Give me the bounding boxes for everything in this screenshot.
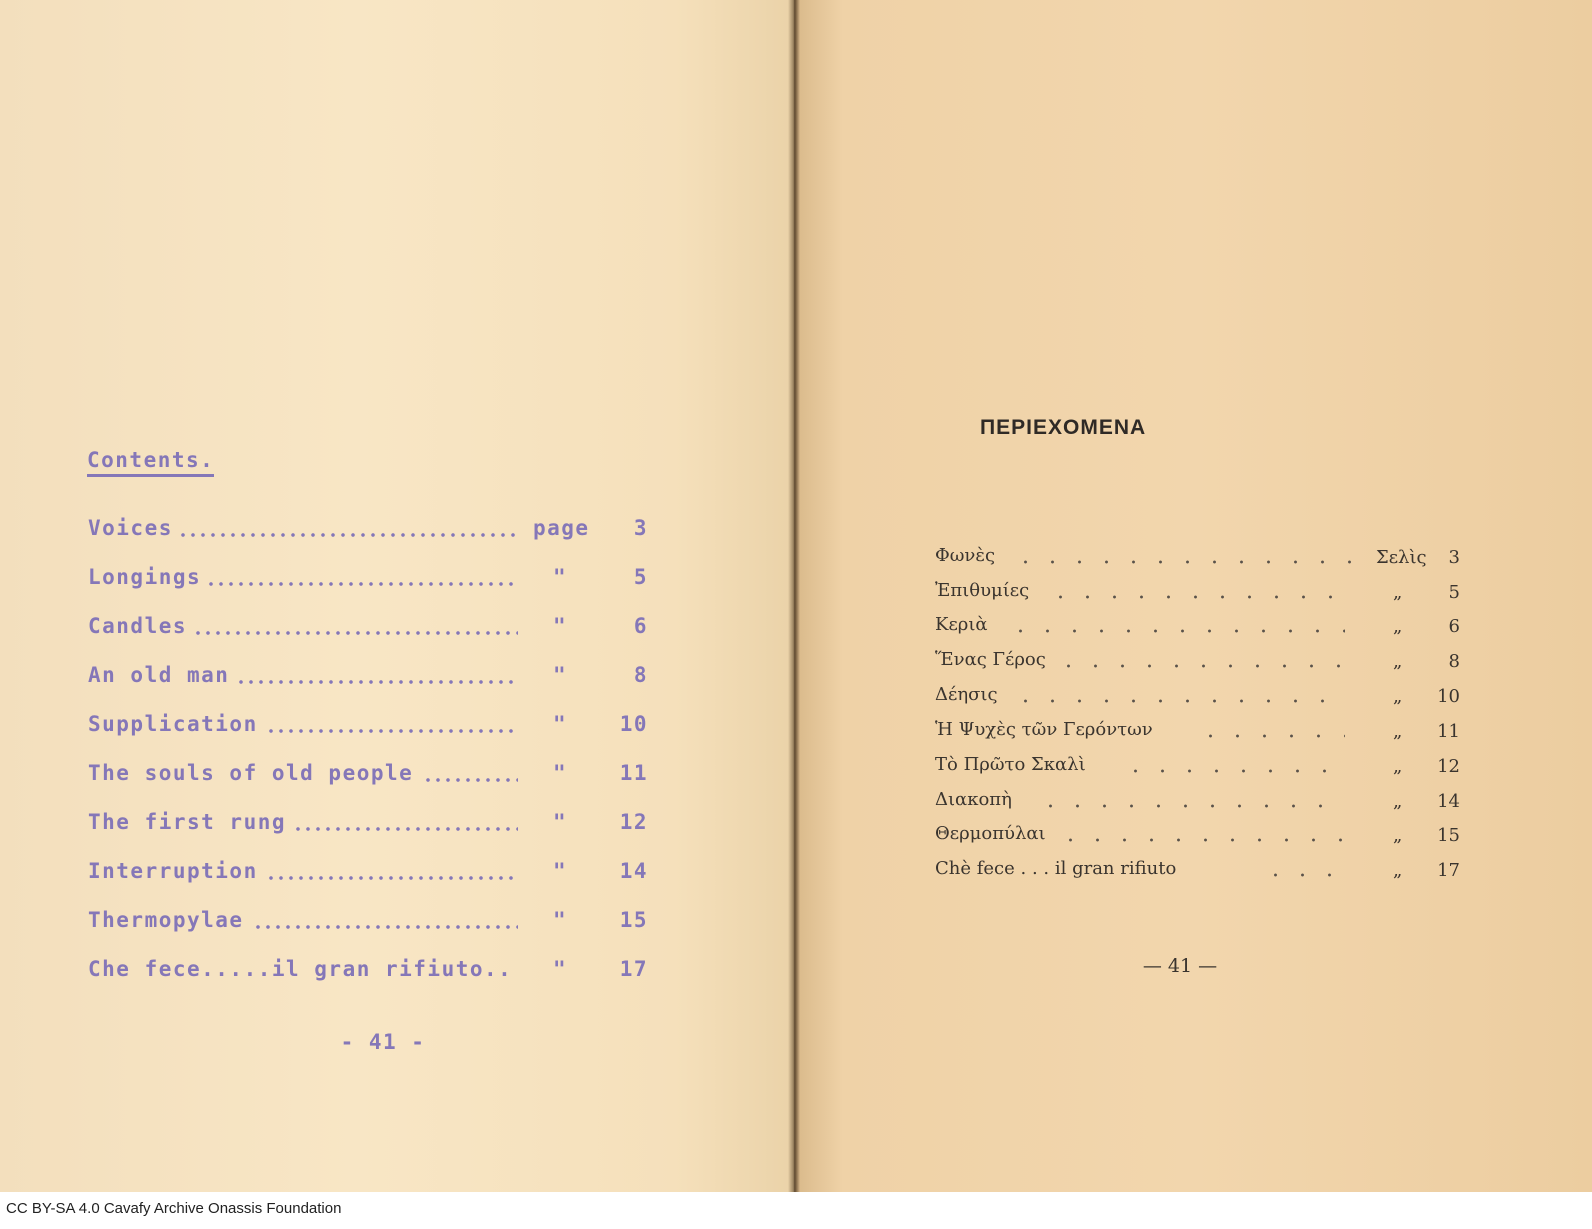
entry-page-number: 3 — [633, 516, 648, 540]
entry-title: Ἕνας Γέρος — [935, 649, 1046, 670]
left-contents-row — [88, 810, 648, 840]
entry-page-number: 17 — [1437, 860, 1460, 881]
dot-leader — [236, 679, 518, 685]
entry-title: Interruption — [88, 859, 258, 883]
entry-page-number: 15 — [1437, 825, 1460, 846]
right-contents-row — [935, 649, 1460, 679]
entry-page-number: 8 — [633, 663, 648, 687]
entry-page-label: " — [553, 712, 568, 736]
entry-page-label: „ — [1393, 616, 1403, 637]
entry-title: Δέησις — [935, 684, 998, 705]
entry-page-label: " — [553, 859, 568, 883]
entry-page-number: 5 — [633, 565, 648, 589]
entry-title: Supplication — [88, 712, 258, 736]
entry-title: The souls of old people — [88, 761, 414, 785]
entry-page-number: 17 — [619, 957, 648, 981]
dot-leader — [1057, 837, 1345, 843]
right-contents-row — [935, 754, 1460, 784]
entry-page-number: 3 — [1448, 547, 1460, 568]
dot-leader — [1012, 559, 1365, 565]
entry-page-number: 6 — [1448, 616, 1460, 637]
left-contents-row — [88, 761, 648, 791]
left-contents-row — [88, 712, 648, 742]
left-contents-row — [88, 908, 648, 938]
entry-page-label: page — [533, 516, 590, 540]
entry-title: Τὸ Πρῶτο Σκαλὶ — [935, 754, 1086, 775]
dot-leader — [1047, 594, 1345, 600]
entry-page-label: „ — [1393, 825, 1403, 846]
entry-page-label: " — [553, 908, 568, 932]
entry-title: Κεριὰ — [935, 614, 988, 635]
entry-title: Candles — [88, 614, 188, 638]
entry-page-label: " — [553, 663, 568, 687]
dot-leader — [1262, 872, 1345, 878]
entry-page-number: 15 — [619, 908, 648, 932]
dot-leader — [1055, 663, 1345, 669]
entry-page-number: 12 — [1437, 756, 1460, 777]
left-contents-row — [88, 614, 648, 644]
right-contents-row — [935, 823, 1460, 853]
dot-leader — [193, 630, 518, 636]
entry-title: Voices — [88, 516, 173, 540]
entry-page-number: 14 — [619, 859, 648, 883]
entry-page-number: 14 — [1437, 791, 1460, 812]
credit-line: CC BY-SA 4.0 Cavafy Archive Onassis Foundation — [6, 1200, 342, 1217]
dot-leader — [1012, 698, 1345, 704]
entry-page-label: „ — [1393, 582, 1403, 603]
left-page — [0, 0, 795, 1192]
entry-page-label: " — [553, 761, 568, 785]
entry-title: The first rung — [88, 810, 287, 834]
dot-leader — [293, 826, 518, 832]
entry-page-label: " — [553, 614, 568, 638]
entry-title: Θερμοπύλαι — [935, 823, 1046, 844]
right-contents-row — [935, 545, 1460, 575]
entry-title: Che fece.....il gran rifiuto.. — [88, 957, 513, 981]
entry-title: Διακοπὴ — [935, 789, 1012, 810]
dot-leader — [206, 581, 518, 587]
dot-leader — [423, 777, 518, 783]
right-contents-row — [935, 858, 1460, 888]
entry-page-number: 6 — [633, 614, 648, 638]
dot-leader — [178, 532, 518, 538]
left-contents-row — [88, 957, 648, 987]
entry-page-label: „ — [1393, 686, 1403, 707]
right-contents-row — [935, 684, 1460, 714]
entry-page-number: 12 — [619, 810, 648, 834]
entry-page-number: 11 — [1437, 721, 1460, 742]
dot-leader — [253, 924, 518, 930]
dot-leader — [266, 728, 518, 734]
entry-title: Thermopylae — [88, 908, 244, 932]
right-contents-title: ΠΕΡΙΕΧΟΜΕΝΑ — [980, 416, 1147, 439]
entry-page-number: 8 — [1448, 651, 1460, 672]
entry-page-label: Σελὶς — [1376, 547, 1427, 568]
entry-page-number: 10 — [619, 712, 648, 736]
right-contents-row — [935, 719, 1460, 749]
dot-leader — [1037, 803, 1345, 809]
entry-page-label: „ — [1393, 756, 1403, 777]
left-contents-row — [88, 859, 648, 889]
entry-page-label: " — [553, 957, 568, 981]
entry-title: An old man — [88, 663, 230, 687]
right-contents-row — [935, 614, 1460, 644]
entry-page-label: „ — [1393, 721, 1403, 742]
right-page-number: — 41 — — [1142, 955, 1218, 977]
entry-page-label: „ — [1393, 860, 1403, 881]
entry-title: Longings — [88, 565, 202, 589]
left-contents-title: Contents. — [87, 448, 214, 477]
entry-title: Ἡ Ψυχὲς τῶν Γερόντων — [935, 719, 1153, 740]
left-contents-row — [88, 663, 648, 693]
entry-page-label: " — [553, 810, 568, 834]
left-page-number: - 41 - — [340, 1030, 426, 1054]
entry-page-number: 10 — [1437, 686, 1460, 707]
book-gutter — [788, 0, 800, 1192]
left-contents-row — [88, 516, 648, 546]
entry-page-label: " — [553, 565, 568, 589]
entry-title: Φωνὲς — [935, 545, 996, 566]
entry-title: Chè fece . . . il gran rifiuto — [935, 858, 1177, 879]
right-contents-row — [935, 580, 1460, 610]
entry-page-label: „ — [1393, 791, 1403, 812]
entry-page-number: 5 — [1448, 582, 1460, 603]
entry-page-label: „ — [1393, 651, 1403, 672]
entry-title: Ἐπιθυμίες — [935, 580, 1030, 601]
entry-page-number: 11 — [619, 761, 648, 785]
right-contents-row — [935, 789, 1460, 819]
dot-leader — [266, 875, 518, 881]
dot-leader — [1197, 733, 1345, 739]
left-contents-row — [88, 565, 648, 595]
dot-leader — [1122, 768, 1345, 774]
dot-leader — [1007, 628, 1345, 634]
